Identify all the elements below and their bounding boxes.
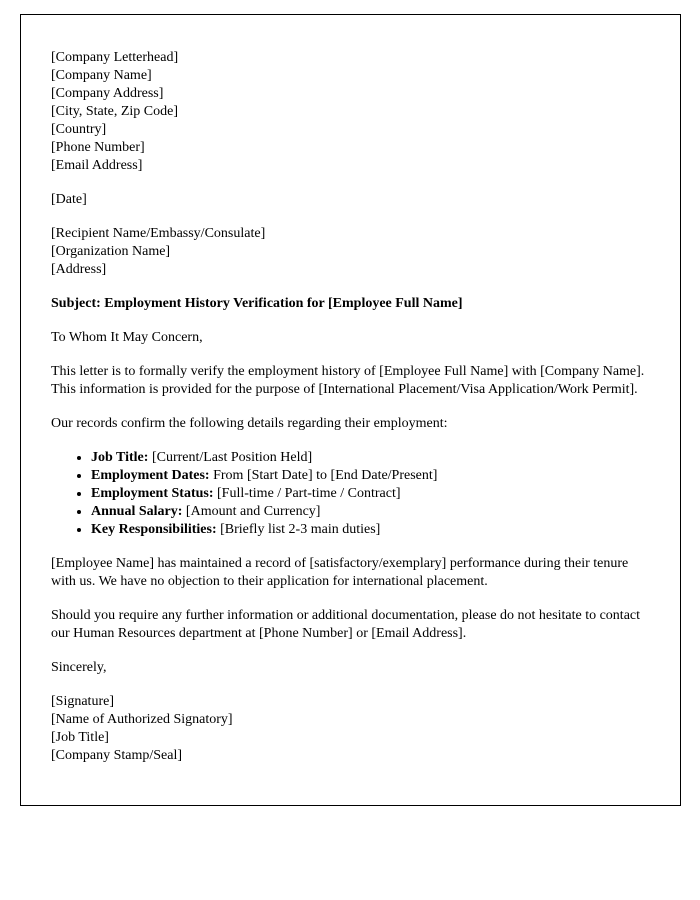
detail-label: Job Title: [91, 450, 149, 465]
list-item [91, 503, 650, 521]
closing: Sincerely, [51, 660, 107, 675]
detail-value: [Amount and Currency] [182, 504, 321, 519]
recipient-line: [Address] [51, 262, 107, 277]
detail-label: Key Responsibilities: [91, 522, 217, 537]
signature-line: [Signature] [51, 694, 114, 709]
date-block [51, 191, 650, 209]
recipient-line: [Organization Name] [51, 244, 171, 259]
recipient-line: [Recipient Name/Embassy/Consulate] [51, 226, 266, 241]
detail-label: Employment Status: [91, 486, 214, 501]
recipient-block [51, 225, 650, 279]
detail-label: Annual Salary: [91, 504, 183, 519]
letterhead-line: [Company Letterhead] [51, 50, 179, 65]
signature-line: [Job Title] [51, 730, 109, 745]
detail-value: [Full-time / Part-time / Contract] [213, 486, 401, 501]
paragraph-contact: Should you require any further information or additional documentation, please do not hesitate to contact our Human Resources department at [Phone Number] or [Email Address]. [51, 608, 641, 641]
salutation: To Whom It May Concern, [51, 330, 203, 345]
subject-line: Subject: Employment History Verification for [Employee Full Name] [51, 296, 463, 311]
letterhead-line: [City, State, Zip Code] [51, 104, 179, 119]
signature-line: [Name of Authorized Signatory] [51, 712, 233, 727]
letterhead-line: [Company Name] [51, 68, 152, 83]
list-item [91, 467, 650, 485]
detail-value: [Briefly list 2-3 main duties] [216, 522, 381, 537]
letterhead-line: [Phone Number] [51, 140, 145, 155]
letter-document [20, 14, 681, 806]
date-line: [Date] [51, 192, 87, 207]
signature-block [51, 693, 650, 765]
signature-line: [Company Stamp/Seal] [51, 748, 183, 763]
letterhead-line: [Country] [51, 122, 107, 137]
detail-value: [Current/Last Position Held] [148, 450, 313, 465]
detail-label: Employment Dates: [91, 468, 210, 483]
letterhead-line: [Email Address] [51, 158, 143, 173]
list-item [91, 521, 650, 539]
list-item [91, 449, 650, 467]
employment-details-list [51, 449, 650, 539]
list-item [91, 485, 650, 503]
paragraph-records-intro: Our records confirm the following details regarding their employment: [51, 416, 448, 431]
letterhead [51, 49, 650, 175]
letterhead-line: [Company Address] [51, 86, 164, 101]
detail-value: From [Start Date] to [End Date/Present] [209, 468, 438, 483]
paragraph-performance: [Employee Name] has maintained a record of [satisfactory/exemplary] performance during their tenure with us. We have no objection to their application for international placement. [51, 556, 629, 589]
paragraph-verification: This letter is to formally verify the employment history of [Employee Full Name] with [Company Name]. This information is provided for the purpose of [International Placement/Visa Application/Work Permit]. [51, 364, 645, 397]
